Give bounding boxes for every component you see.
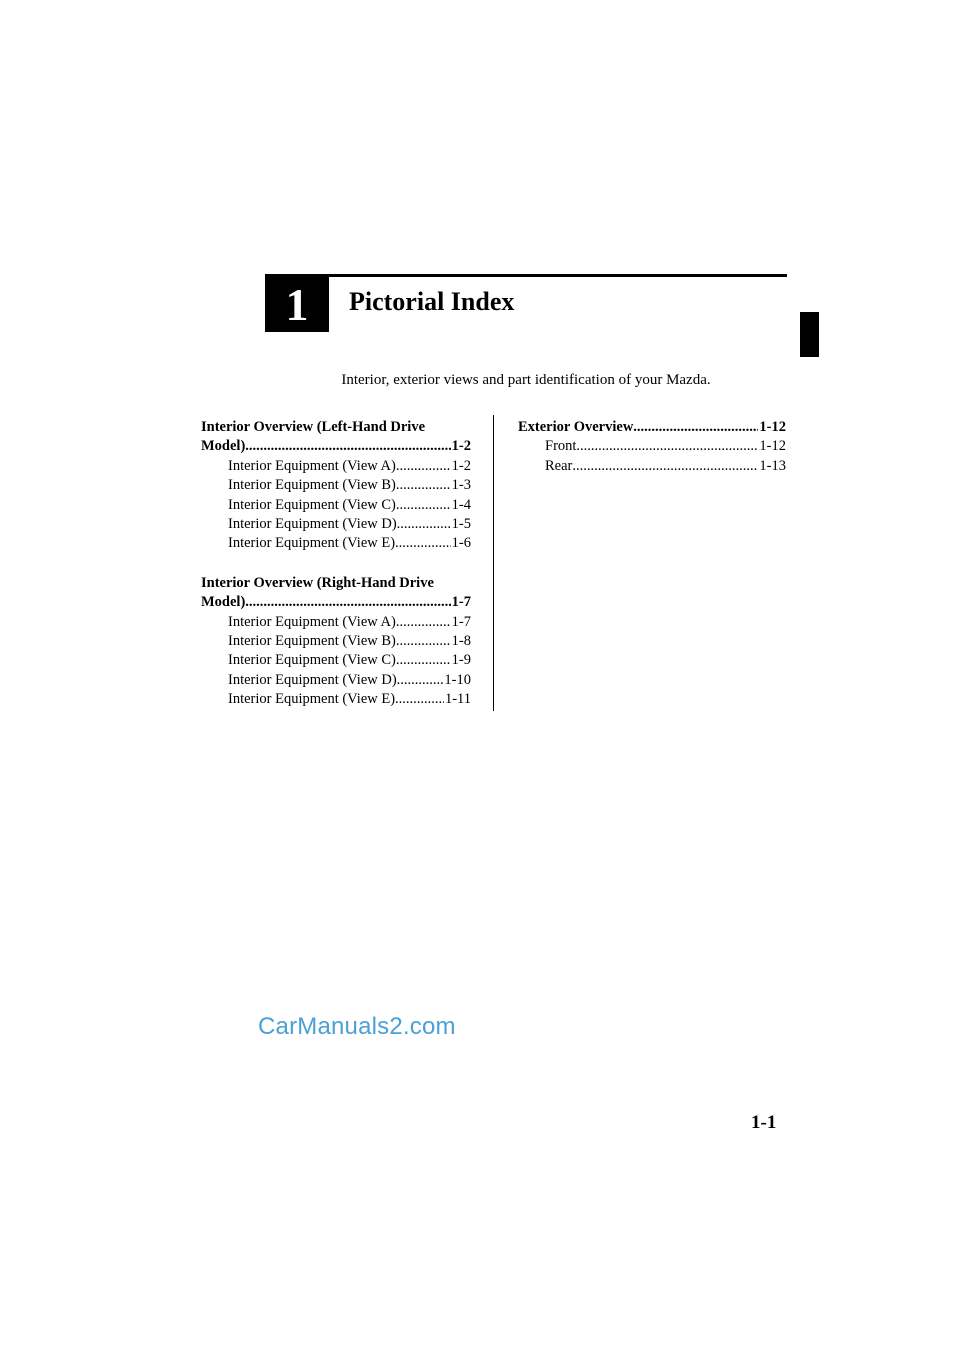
toc-entry-label: Interior Equipment (View D) xyxy=(228,671,397,688)
toc-entry[interactable] xyxy=(201,651,471,670)
toc-page-ref: 1-6 xyxy=(451,535,471,552)
toc-section-heading[interactable]: Interior Overview (Right-Hand Drive xyxy=(201,574,434,591)
toc-entry-label: Front xyxy=(545,438,577,455)
toc-page-ref: 1-10 xyxy=(444,671,471,688)
toc-entry[interactable] xyxy=(201,496,471,515)
toc-page-ref: 1-8 xyxy=(451,633,471,650)
toc-page-ref: 1-3 xyxy=(451,477,471,494)
watermark-text: CarManuals2.com xyxy=(258,1013,456,1040)
toc-entry-label: Interior Equipment (View A) xyxy=(228,457,396,474)
toc-entry[interactable] xyxy=(201,476,471,495)
toc-entry[interactable] xyxy=(201,534,471,553)
toc-page-ref: 1-12 xyxy=(759,438,786,455)
column-divider xyxy=(493,415,494,711)
toc-entry-label: Interior Equipment (View C) xyxy=(228,496,396,513)
toc-entry[interactable] xyxy=(201,671,471,690)
toc-entry-label: Interior Equipment (View B) xyxy=(228,633,396,650)
toc-section-heading-label: Exterior Overview xyxy=(518,419,634,435)
toc-section-heading-label: Model) xyxy=(201,594,246,611)
toc-entry[interactable] xyxy=(201,690,471,709)
toc-page-ref: 1-7 xyxy=(451,613,471,630)
toc-section-heading-label: Model) xyxy=(201,438,246,455)
toc-page-ref: 1-4 xyxy=(451,496,471,513)
toc-entry-label: Rear xyxy=(545,457,573,474)
toc-section-heading-entry[interactable] xyxy=(201,437,471,456)
toc-section-heading-entry[interactable] xyxy=(201,593,471,612)
toc-entry[interactable] xyxy=(201,457,471,476)
toc-entry[interactable] xyxy=(201,632,471,651)
toc-section xyxy=(201,574,471,710)
toc-entry-label: Interior Equipment (View B) xyxy=(228,477,396,494)
chapter-header xyxy=(265,274,787,332)
toc-entry[interactable] xyxy=(518,437,786,456)
toc-page-ref: 1-11 xyxy=(444,691,471,708)
toc-entry-label: Interior Equipment (View A) xyxy=(228,613,396,630)
toc-section xyxy=(201,418,471,554)
chapter-number: 1 xyxy=(265,277,329,332)
toc-entry[interactable] xyxy=(201,515,471,534)
toc-section-heading-entry[interactable] xyxy=(518,418,786,437)
toc-page-ref: 1-12 xyxy=(759,419,786,435)
toc-page-ref: 1-5 xyxy=(451,516,471,533)
toc-entry-label: Interior Equipment (View D) xyxy=(228,516,397,533)
toc-entry-label: Interior Equipment (View C) xyxy=(228,652,396,669)
toc-page-ref: 1-13 xyxy=(759,457,786,474)
toc-section-heading[interactable]: Interior Overview (Left-Hand Drive xyxy=(201,419,426,435)
toc-page-ref: 1-9 xyxy=(451,652,471,669)
toc-page-ref: 1-2 xyxy=(451,457,471,474)
toc-page-ref: 1-7 xyxy=(451,594,471,611)
toc-right-column xyxy=(518,418,786,476)
toc-left-column xyxy=(201,418,471,710)
chapter-intro: Interior, exterior views and part identification of your Mazda. xyxy=(341,372,711,388)
chapter-side-tab xyxy=(800,312,819,357)
toc-entry-label: Interior Equipment (View E) xyxy=(228,691,396,708)
chapter-rule xyxy=(265,274,787,277)
toc-entry[interactable] xyxy=(518,457,786,476)
toc-page-ref: 1-2 xyxy=(451,438,471,455)
toc-entry[interactable] xyxy=(201,613,471,632)
toc-entry-label: Interior Equipment (View E) xyxy=(228,535,396,552)
chapter-title: Pictorial Index xyxy=(349,287,515,316)
page-number: 1-1 xyxy=(751,1112,777,1133)
